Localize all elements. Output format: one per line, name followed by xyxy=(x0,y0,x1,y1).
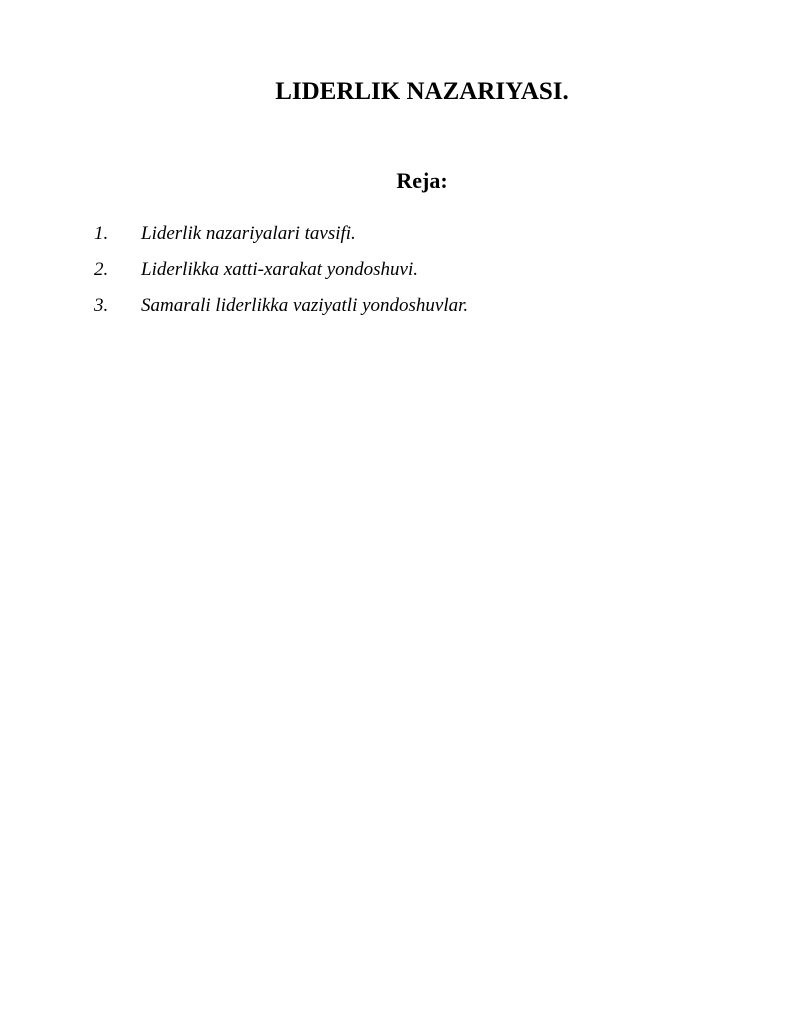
plan-heading: Reja: xyxy=(396,168,448,193)
plan-item-text: Liderlik nazariyalari tavsifi. xyxy=(141,223,356,244)
plan-item xyxy=(94,292,468,328)
plan-list xyxy=(94,220,468,328)
plan-item xyxy=(94,256,468,292)
document-title: LIDERLIK NAZARIYASI. xyxy=(275,78,569,105)
plan-item-text: Liderlikka xatti-xarakat yondoshuvi. xyxy=(141,259,419,280)
plan-item-number: 1. xyxy=(94,223,109,244)
plan-item-number: 3. xyxy=(94,295,109,316)
plan-item xyxy=(94,220,468,256)
plan-item-number: 2. xyxy=(94,259,109,280)
plan-item-text: Samarali liderlikka vaziyatli yondoshuvlar. xyxy=(141,295,469,316)
